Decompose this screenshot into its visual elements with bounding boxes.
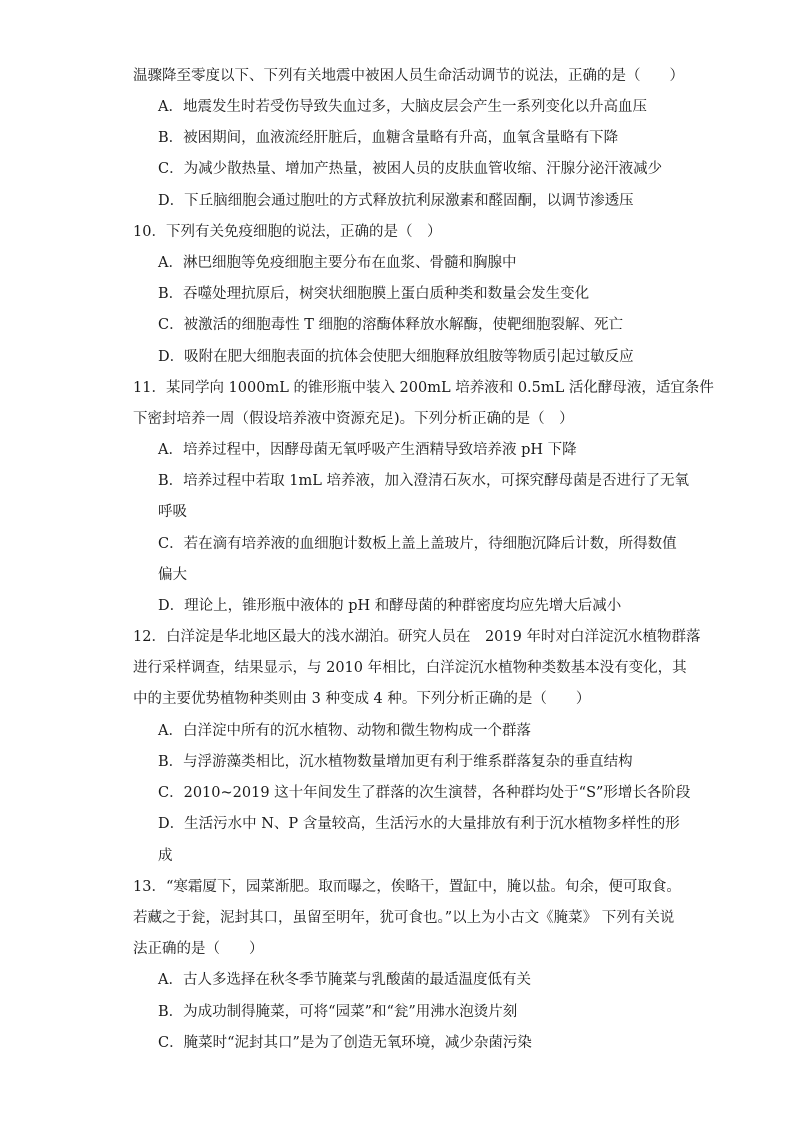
q13-option-b: B．为成功制得腌菜，可将“园菜”和“瓮”用沸水泡烫片刻 <box>158 1004 518 1020</box>
q11-option-c-line2: 偏大 <box>158 567 187 583</box>
q13-stem-line2: 若藏之于瓮，泥封其口，虽留至明年，犹可食也。”以上为小古文《腌菜》 下列有关说 <box>133 910 675 926</box>
q13-stem-line1: 13．“寒霜厦下，园菜渐肥。取而曝之，俟略干，置缸中，腌以盐。旬余，便可取食。 <box>133 879 681 895</box>
q9-option-d: D．下丘脑细胞会通过胞吐的方式释放抗利尿激素和醛固酮，以调节渗透压 <box>158 193 634 209</box>
q9-option-a: A．地震发生时若受伤导致失血过多，大脑皮层会产生一系列变化以升高血压 <box>158 99 647 115</box>
q9-option-c: C．为减少散热量、增加产热量，被困人员的皮肤血管收缩、汗腺分泌汗液减少 <box>158 161 663 177</box>
q11-stem-line1: 11．某同学向 1000mL 的锥形瓶中装入 200mL 培养液和 0.5mL 活化酵母液，适宜条件 <box>133 380 714 396</box>
q12-option-d-line2: 成 <box>158 848 173 864</box>
q10-option-d: D．吸附在肥大细胞表面的抗体会使肥大细胞释放组胺等物质引起过敏反应 <box>158 349 634 365</box>
q12-stem-line3: 中的主要优势植物种类则由 3 种变成 4 种。下列分析正确的是（ ） <box>133 691 591 707</box>
q11-option-b-line2: 呼吸 <box>158 504 187 520</box>
q13-stem-line3: 法正确的是（ ） <box>133 941 264 957</box>
q9-option-b: B．被困期间，血液流经肝脏后，血糖含量略有升高，血氧含量略有下降 <box>158 130 619 146</box>
q12-option-c: C．2010~2019 这十年间发生了群落的次生演替，各种群均处于“S”形增长各阶段 <box>158 785 691 801</box>
q10-option-c: C．被激活的细胞毒性 T 细胞的溶酶体释放水解酶，使靶细胞裂解、死亡 <box>158 317 623 333</box>
q11-stem-line2: 下密封培养一周（假设培养液中资源充足)。下列分析正确的是（ ） <box>133 411 574 427</box>
q12-option-a: A．白洋淀中所有的沉水植物、动物和微生物构成一个群落 <box>158 723 531 739</box>
q11-option-c-line1: C．若在滴有培养液的血细胞计数板上盖上盖玻片，待细胞沉降后计数，所得数值 <box>158 536 677 552</box>
q10-stem: 10．下列有关免疫细胞的说法，正确的是（ ） <box>133 224 442 240</box>
q12-stem-line2: 进行采样调查，结果显示，与 2010 年相比，白洋淀沉水植物种类数基本没有变化，其 <box>133 660 687 676</box>
q10-option-b: B．吞噬处理抗原后，树突状细胞膜上蛋白质种类和数量会发生变化 <box>158 286 590 302</box>
q9-stem-tail: 温骤降至零度以下、下列有关地震中被困人员生命活动调节的说法，正确的是（ ） <box>133 68 684 84</box>
q12-option-b: B．与浮游藻类相比，沉水植物数量增加更有利于维系群落复杂的垂直结构 <box>158 754 633 770</box>
q13-option-a: A．古人多选择在秋冬季节腌菜与乳酸菌的最适温度低有关 <box>158 972 531 988</box>
q12-option-d-line1: D．生活污水中 N、P 含量较高，生活污水的大量排放有利于沉水植物多样性的形 <box>158 816 680 832</box>
q10-option-a: A．淋巴细胞等免疫细胞主要分布在血浆、骨髓和胸腺中 <box>158 255 517 271</box>
q12-stem-line1: 12．白洋淀是华北地区最大的浅水湖泊。研究人员在 2019 年时对白洋淀沉水植物群落 <box>133 629 701 645</box>
q11-option-a: A．培养过程中，因酵母菌无氧呼吸产生酒精导致培养液 pH 下降 <box>158 442 577 458</box>
q11-option-b-line1: B．培养过程中若取 1mL 培养液，加入澄清石灰水，可探究酵母菌是否进行了无氧 <box>158 473 689 489</box>
q13-option-c: C．腌菜时“泥封其口”是为了创造无氧环境，减少杂菌污染 <box>158 1035 532 1051</box>
q11-option-d: D．理论上，锥形瓶中液体的 pH 和酵母菌的种群密度均应先增大后减小 <box>158 598 622 614</box>
